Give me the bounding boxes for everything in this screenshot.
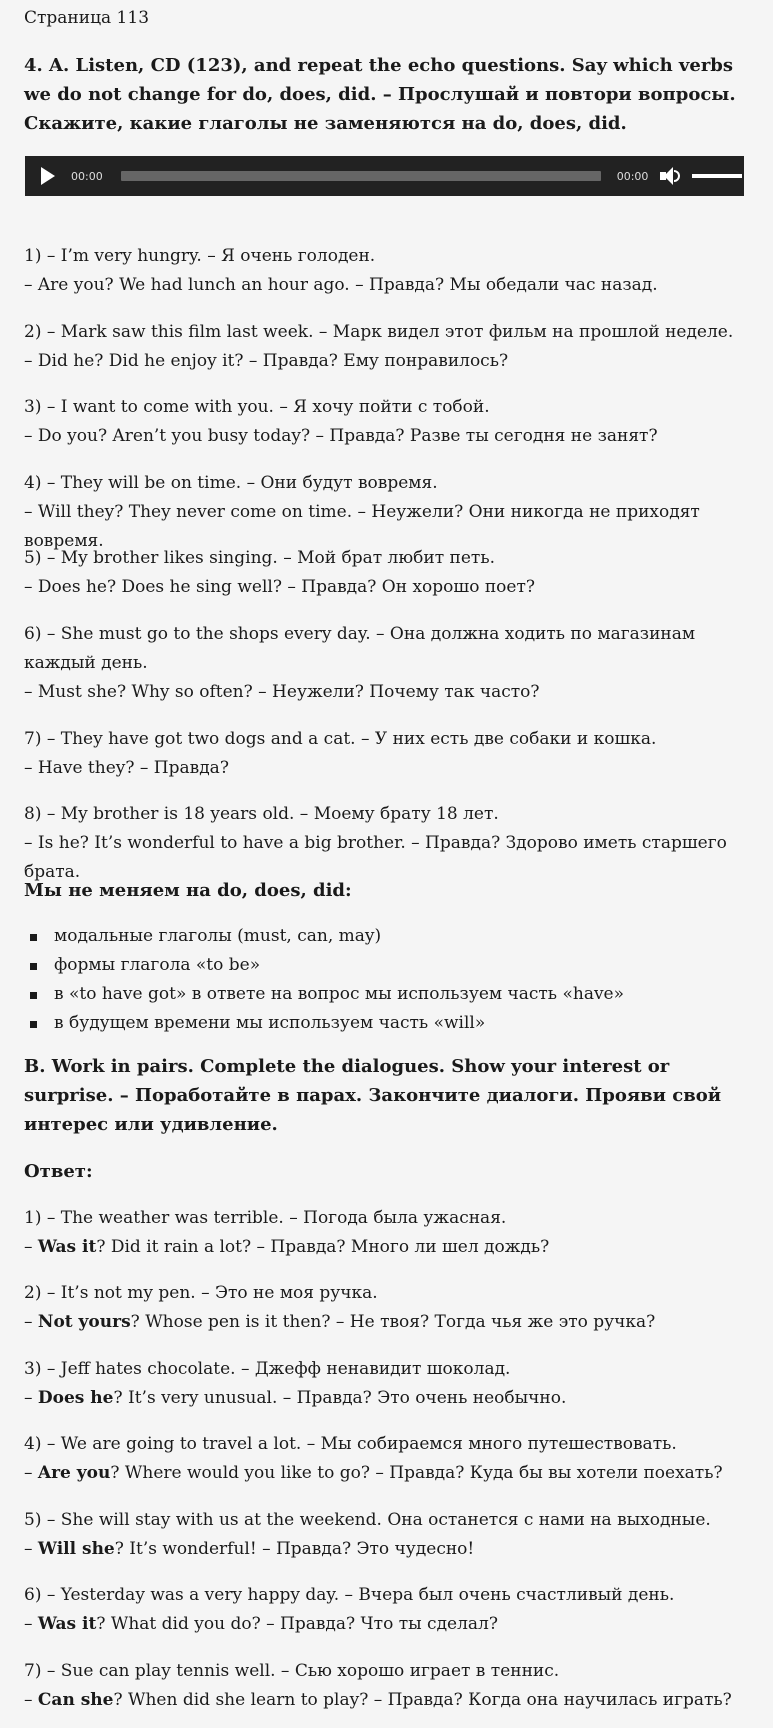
dialogue-line: 1) – I’m very hungry. – Я очень голоден. (24, 246, 376, 266)
no-change-heading: Мы не меняем на do, does, did: (24, 880, 352, 901)
dialogue-line: 1) – The weather was terrible. – Погода была ужасная. (24, 1208, 507, 1228)
dialogue-b-6 (24, 1581, 754, 1639)
play-icon[interactable] (41, 167, 55, 185)
dialogue-line: – Was it? Did it rain a lot? – Правда? Много ли шел дождь? (24, 1237, 550, 1257)
dialogue-line: – Does he? Does he sing well? – Правда? Он хорошо поет? (24, 577, 535, 597)
dialogue-b-4 (24, 1430, 754, 1488)
dialogue-line: 3) – Jeff hates chocolate. – Джефф ненавидит шоколад. (24, 1359, 511, 1379)
dialogue-a-8 (24, 800, 754, 887)
no-change-list (24, 922, 624, 1038)
dialogue-line: – Are you? We had lunch an hour ago. – Правда? Мы обедали час назад. (24, 275, 658, 295)
current-time: 00:00 (71, 169, 103, 183)
dialogue-a-4 (24, 469, 754, 556)
answer-label: Ответ: (24, 1161, 93, 1182)
echo-question: Does he (37, 1388, 114, 1408)
dialogue-line: – Will they? They never come on time. – Неужели? Они никогда не приходят вовремя. (24, 502, 700, 551)
echo-question: Will she (37, 1539, 115, 1559)
audio-player (25, 156, 744, 196)
dialogue-b-1 (24, 1204, 754, 1262)
progress-track[interactable] (121, 171, 601, 181)
echo-question: Was it (37, 1614, 97, 1634)
exercise-heading-a: 4. A. Listen, CD (123), and repeat the echo questions. Say which verbs we do not change for do, does, did. – Прослушай и повтори вопросы. Скажите, какие глаголы не заменяются на do, does, did. (24, 55, 736, 134)
dialogue-a-3 (24, 393, 754, 451)
dialogue-line: 7) – They have got two dogs and a cat. – У них есть две собаки и кошка. (24, 729, 657, 749)
dialogue-line: – Are you? Where would you like to go? – Правда? Куда бы вы хотели поехать? (24, 1463, 723, 1483)
echo-question: Are you (37, 1463, 111, 1483)
dialogue-line: – Do you? Aren’t you busy today? – Правда? Разве ты сегодня не занят? (24, 426, 658, 446)
dialogue-line: 2) – Mark saw this film last week. – Марк видел этот фильм на прошлой неделе. (24, 322, 734, 342)
dialogue-b-3 (24, 1355, 754, 1413)
dialogue-line: – Not yours? Whose pen is it then? – Не твоя? Тогда чья же это ручка? (24, 1312, 656, 1332)
dialogue-line: 8) – My brother is 18 years old. – Моему брату 18 лет. (24, 804, 499, 824)
dialogue-b-5 (24, 1506, 754, 1564)
list-item: формы глагола «to be» (54, 951, 624, 980)
dialogue-line: 2) – It’s not my pen. – Это не моя ручка. (24, 1283, 378, 1303)
dialogue-line: – Did he? Did he enjoy it? – Правда? Ему понравилось? (24, 351, 509, 371)
dialogue-line: 7) – Sue can play tennis well. – Сью хорошо играет в теннис. (24, 1661, 560, 1681)
exercise-heading-b: B. Work in pairs. Complete the dialogues. Show your interest or surprise. – Поработайте в парах. Закончите диалоги. Прояви свой интерес или удивление. (24, 1056, 722, 1135)
echo-question: Not yours (37, 1312, 131, 1332)
dialogue-line: – Can she? When did she learn to play? – Правда? Когда она научилась играть? (24, 1690, 732, 1710)
volume-slider[interactable] (692, 174, 742, 178)
list-item: в будущем времени мы используем часть «will» (54, 1009, 624, 1038)
dialogue-line: 5) – My brother likes singing. – Мой брат любит петь. (24, 548, 495, 568)
dialogue-b-2 (24, 1279, 754, 1337)
dialogue-line: – Will she? It’s wonderful! – Правда? Это чудесно! (24, 1539, 475, 1559)
page-label: Страница 113 (24, 8, 150, 28)
volume-icon[interactable] (660, 167, 682, 185)
dialogue-a-7 (24, 725, 754, 783)
dialogue-line: 5) – She will stay with us at the weekend. Она останется с нами на выходные. (24, 1510, 711, 1530)
dialogue-line: – Was it? What did you do? – Правда? Что ты сделал? (24, 1614, 498, 1634)
dialogue-line: – Does he? It’s very unusual. – Правда? Это очень необычно. (24, 1388, 567, 1408)
dialogue-line: 4) – They will be on time. – Они будут вовремя. (24, 473, 438, 493)
dialogue-a-6 (24, 620, 734, 707)
dialogue-a-2 (24, 318, 754, 376)
echo-question: Was it (37, 1237, 97, 1257)
duration-time: 00:00 (616, 169, 649, 183)
dialogue-a-5 (24, 544, 754, 602)
dialogue-line: – Must she? Why so often? – Неужели? Почему так часто? (24, 682, 540, 702)
list-item: модальные глаголы (must, can, may) (54, 922, 624, 951)
dialogue-line: 4) – We are going to travel a lot. – Мы собираемся много путешествовать. (24, 1434, 677, 1454)
echo-question: Can she (37, 1690, 114, 1710)
dialogue-b-7 (24, 1657, 754, 1715)
dialogue-line: – Have they? – Правда? (24, 758, 229, 778)
dialogue-line: – Is he? It’s wonderful to have a big brother. – Правда? Здорово иметь старшего брата. (24, 833, 727, 882)
dialogue-a-1 (24, 242, 754, 300)
list-item: в «to have got» в ответе на вопрос мы используем часть «have» (54, 980, 624, 1009)
dialogue-line: 6) – Yesterday was a very happy day. – Вчера был очень счастливый день. (24, 1585, 675, 1605)
dialogue-line: 3) – I want to come with you. – Я хочу пойти с тобой. (24, 397, 490, 417)
dialogue-line: 6) – She must go to the shops every day. – Она должна ходить по магазинам каждый день. (24, 624, 696, 673)
